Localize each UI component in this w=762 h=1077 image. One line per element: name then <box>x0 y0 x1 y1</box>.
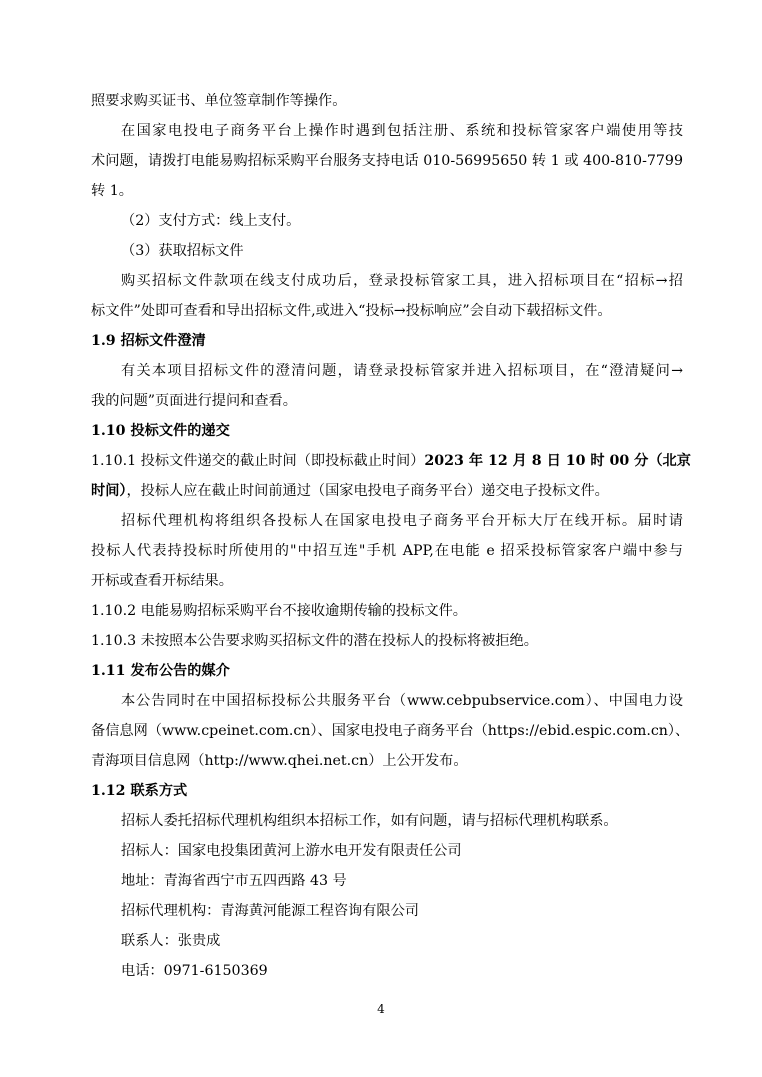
paragraph-line: 标文件”处即可查看和导出招标文件,或进入“投标→投标响应”会自动下载招标文件。 <box>91 303 612 319</box>
deadline-time: 2023 年 12 月 8 日 10 时 00 分（北京 <box>424 453 691 469</box>
paragraph-line <box>91 481 683 501</box>
address-line: 地址：青海省西宁市五四西路 43 号 <box>121 873 347 889</box>
deadline-intro: 1.10.1 投标文件递交的截止时间（即投标截止时间） <box>91 453 425 469</box>
paragraph-line: （3）获取招标文件 <box>121 243 244 259</box>
paragraph-line: 转 1。 <box>91 183 133 199</box>
section-heading: 1.11 发布公告的媒介 <box>91 663 230 679</box>
section-heading: 1.12 联系方式 <box>91 783 188 799</box>
paragraph-line: 术问题，请拨打电能易购招标采购平台服务支持电话 010-56995650 转 1 或 400-810-7799 <box>91 153 683 169</box>
section-heading: 1.10 投标文件的递交 <box>91 423 230 439</box>
agency-line: 招标代理机构：青海黄河能源工程咨询有限公司 <box>121 903 419 919</box>
paragraph-line: 照要求购买证书、单位签章制作等操作。 <box>91 93 347 109</box>
section-heading: 1.9 招标文件澄清 <box>91 333 206 349</box>
paragraph-line: 招标人委托招标代理机构组织本招标工作，如有问题，请与招标代理机构联系。 <box>121 813 618 829</box>
paragraph-line: 青海项目信息网（http://www.qhei.net.cn）上公开发布。 <box>91 753 468 769</box>
deadline-rest: ，投标人应在截止时间前通过（国家电投电子商务平台）递交电子投标文件。 <box>126 483 609 499</box>
contact-line: 联系人：张贵成 <box>121 933 221 949</box>
paragraph-line: 我的问题”页面进行提问和查看。 <box>91 393 297 409</box>
paragraph-line: 在国家电投电子商务平台上操作时遇到包括注册、系统和投标管家客户端使用等技 <box>121 123 683 139</box>
paragraph-line: 开标或查看开标结果。 <box>91 573 233 589</box>
paragraph-line: 备信息网（www.cpeinet.com.cn）、国家电投电子商务平台（https://ebid.espic.com.cn）、 <box>91 723 690 739</box>
paragraph-line: 有关本项目招标文件的澄清问题，请登录投标管家并进入招标项目，在“澄清疑问→ <box>121 363 683 379</box>
paragraph-line: 招标代理机构将组织各投标人在国家电投电子商务平台开标大厅在线开标。届时请 <box>121 513 683 529</box>
phone-line: 电话：0971-6150369 <box>121 963 268 979</box>
paragraph-line: 1.10.3 未按照本公告要求购买招标文件的潜在投标人的投标将被拒绝。 <box>91 633 538 649</box>
deadline-time-cont: 时间） <box>91 483 127 499</box>
tenderer-line: 招标人：国家电投集团黄河上游水电开发有限责任公司 <box>121 843 462 859</box>
paragraph-line <box>91 451 691 471</box>
paragraph-line: 投标人代表持投标时所使用的"中招互连"手机 APP,在电能 e 招采投标管家客户端中参与 <box>91 543 683 559</box>
paragraph-line: 1.10.2 电能易购招标采购平台不接收逾期传输的投标文件。 <box>91 603 467 619</box>
paragraph-line: 购买招标文件款项在线支付成功后，登录投标管家工具，进入招标项目在“招标→招 <box>121 273 683 289</box>
paragraph-line: （2）支付方式：线上支付。 <box>121 213 301 229</box>
page-number: 4 <box>377 1002 385 1016</box>
paragraph-line: 本公告同时在中国招标投标公共服务平台（www.cebpubservice.com）、中国电力设 <box>121 693 683 709</box>
